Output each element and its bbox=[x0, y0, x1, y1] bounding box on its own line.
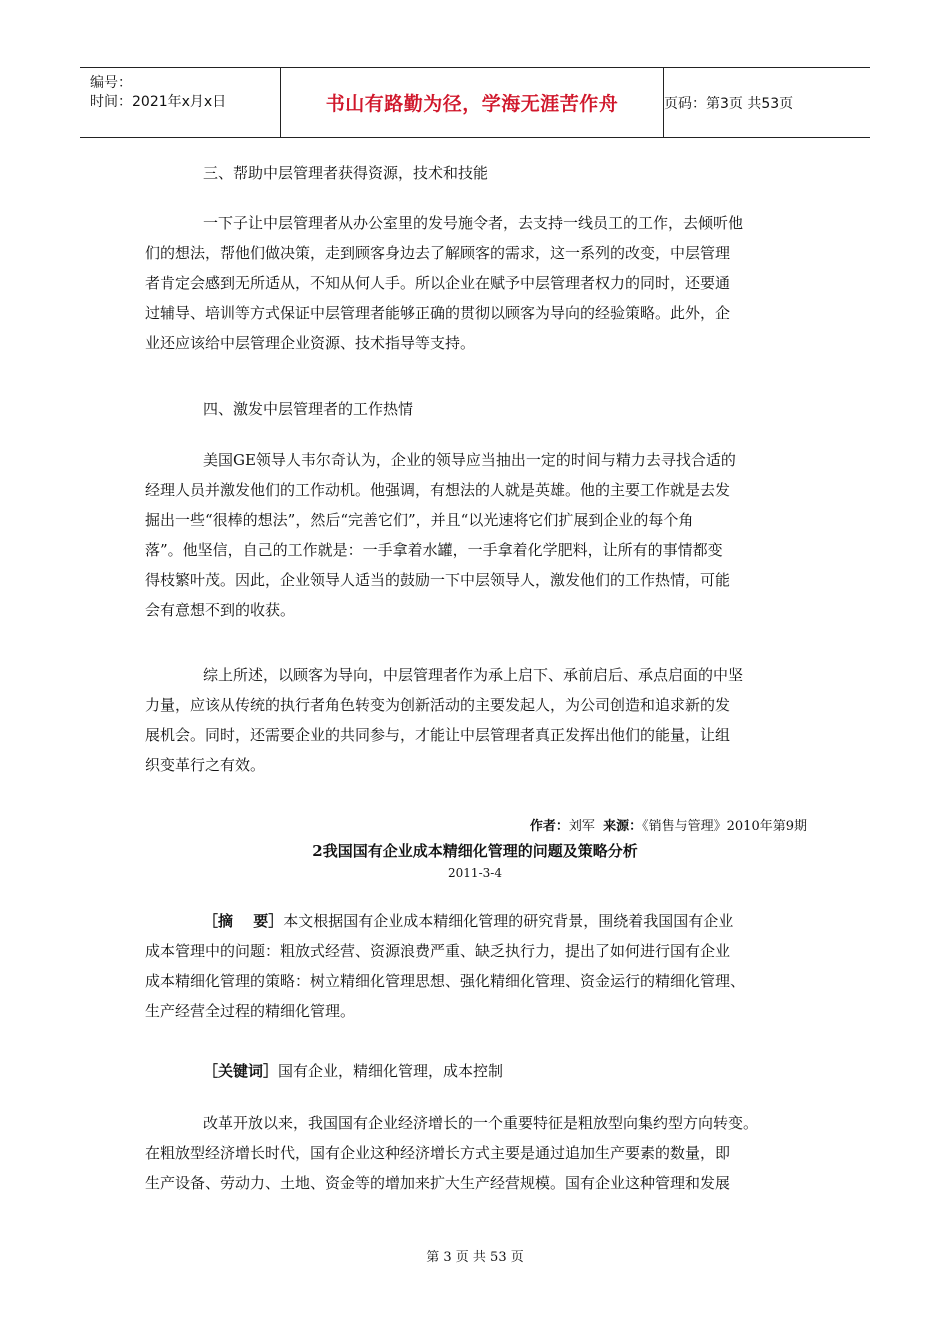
keywords-text: 国有企业，精细化管理，成本控制 bbox=[278, 1062, 504, 1080]
page-footer: 第 3 页 共 53 页 bbox=[426, 1250, 524, 1265]
abstract-label: ［摘 要］ bbox=[203, 912, 284, 930]
paragraph-line: 落”。他坚信，自己的工作就是：一手拿着水罐，一手拿着化学肥料，让所有的事情都变 bbox=[145, 541, 723, 559]
paragraph-line: 力量，应该从传统的执行者角色转变为创新活动的主要发起人，为公司创造和追求新的发 bbox=[145, 696, 731, 714]
paragraph-line: 展机会。同时，还需要企业的共同参与，才能让中层管理者真正发挥出他们的能量，让组 bbox=[145, 726, 731, 744]
keywords-line bbox=[145, 1056, 805, 1086]
paragraph-line: 织变革行之有效。 bbox=[145, 756, 266, 774]
paragraph-line: 业还应该给中层管理企业资源、技术指导等支持。 bbox=[145, 334, 476, 352]
paragraph-line: 综上所述，以顾客为导向，中层管理者作为承上启下、承前启后、承点启面的中坚 bbox=[203, 666, 744, 684]
conclusion-paragraph bbox=[145, 660, 805, 780]
source-name: 《销售与管理》2010年第9期 bbox=[642, 819, 807, 834]
page-header bbox=[80, 67, 870, 138]
section-4-title: 四、激发中层管理者的工作热情 bbox=[203, 400, 414, 418]
abstract-text: 本文根据国有企业成本精细化管理的研究背景，围绕着我国国有企业 bbox=[283, 912, 734, 930]
section-3-title: 三、帮助中层管理者获得资源，技术和技能 bbox=[203, 164, 489, 182]
header-page-info: 页码：第3页 共53页 bbox=[664, 96, 794, 112]
paragraph-line: 过辅导、培训等方式保证中层管理者能够正确的贯彻以顾客为导向的经验策略。此外，企 bbox=[145, 304, 731, 322]
paragraph-line: 在粗放型经济增长时代，国有企业这种经济增长方式主要是通过追加生产要素的数量，即 bbox=[145, 1144, 731, 1162]
doc-number-label: 编号： bbox=[90, 75, 132, 91]
paragraph-line: 生产经营全过程的精细化管理。 bbox=[145, 1002, 356, 1020]
paragraph-line: 美国GE领导人韦尔奇认为，企业的领导应当抽出一定的时间与精力去寻找合适的 bbox=[203, 451, 736, 469]
paragraph-line: 生产设备、劳动力、土地、资金等的增加来扩大生产经营规模。国有企业这种管理和发展 bbox=[145, 1174, 731, 1192]
paragraph-line: 会有意想不到的收获。 bbox=[145, 601, 296, 619]
author-name: 刘军 bbox=[568, 819, 595, 834]
header-left bbox=[90, 74, 226, 112]
paragraph-line: 们的想法，帮他们做决策，走到顾客身边去了解顾客的需求，这一系列的改变，中层管理 bbox=[145, 244, 731, 262]
header-motto: 书山有路勤为径，学海无涯苦作舟 bbox=[325, 93, 619, 115]
paragraph-line: 掘出一些“很棒的想法”，然后“完善它们”，并且“以光速将它们扩展到企业的每个角 bbox=[145, 511, 694, 529]
author-label: 作者： bbox=[529, 819, 569, 834]
paragraph-line: 一下子让中层管理者从办公室里的发号施令者，去支持一线员工的工作，去倾听他 bbox=[203, 214, 744, 232]
article-title: 2我国国有企业成本精细化管理的问题及策略分析 bbox=[312, 842, 638, 860]
source-label: 来源： bbox=[603, 819, 643, 834]
paragraph-line: 改革开放以来，我国国有企业经济增长的一个重要特征是粗放型向集约型方向转变。 bbox=[203, 1114, 759, 1132]
paragraph-line: 者肯定会感到无所适从，不知从何人手。所以企业在赋予中层管理者权力的同时，还要通 bbox=[145, 274, 731, 292]
article-date: 2011-3-4 bbox=[448, 866, 502, 880]
keywords-paragraph bbox=[145, 1056, 805, 1086]
paragraph-line: 成本精细化管理的策略：树立精细化管理思想、强化精细化管理、资金运行的精细化管理、 bbox=[145, 972, 746, 990]
abstract-paragraph bbox=[145, 906, 805, 1026]
article-body-paragraph bbox=[145, 1108, 805, 1198]
paragraph-line: 经理人员并激发他们的工作动机。他强调，有想法的人就是英雄。他的主要工作就是去发 bbox=[145, 481, 731, 499]
abstract-first-line bbox=[145, 906, 805, 936]
doc-date: 时间：2021年x月x日 bbox=[90, 94, 227, 110]
header-divider-left bbox=[280, 68, 281, 137]
section-3-paragraph bbox=[145, 208, 805, 358]
section-4-paragraph bbox=[145, 445, 805, 625]
keywords-label: ［关键词］ bbox=[203, 1062, 279, 1080]
paragraph-line: 得枝繁叶茂。因此，企业领导人适当的鼓励一下中层领导人，激发他们的工作热情，可能 bbox=[145, 571, 731, 589]
byline bbox=[530, 815, 807, 834]
paragraph-line: 成本管理中的问题：粗放式经营、资源浪费严重、缺乏执行力，提出了如何进行国有企业 bbox=[145, 942, 731, 960]
